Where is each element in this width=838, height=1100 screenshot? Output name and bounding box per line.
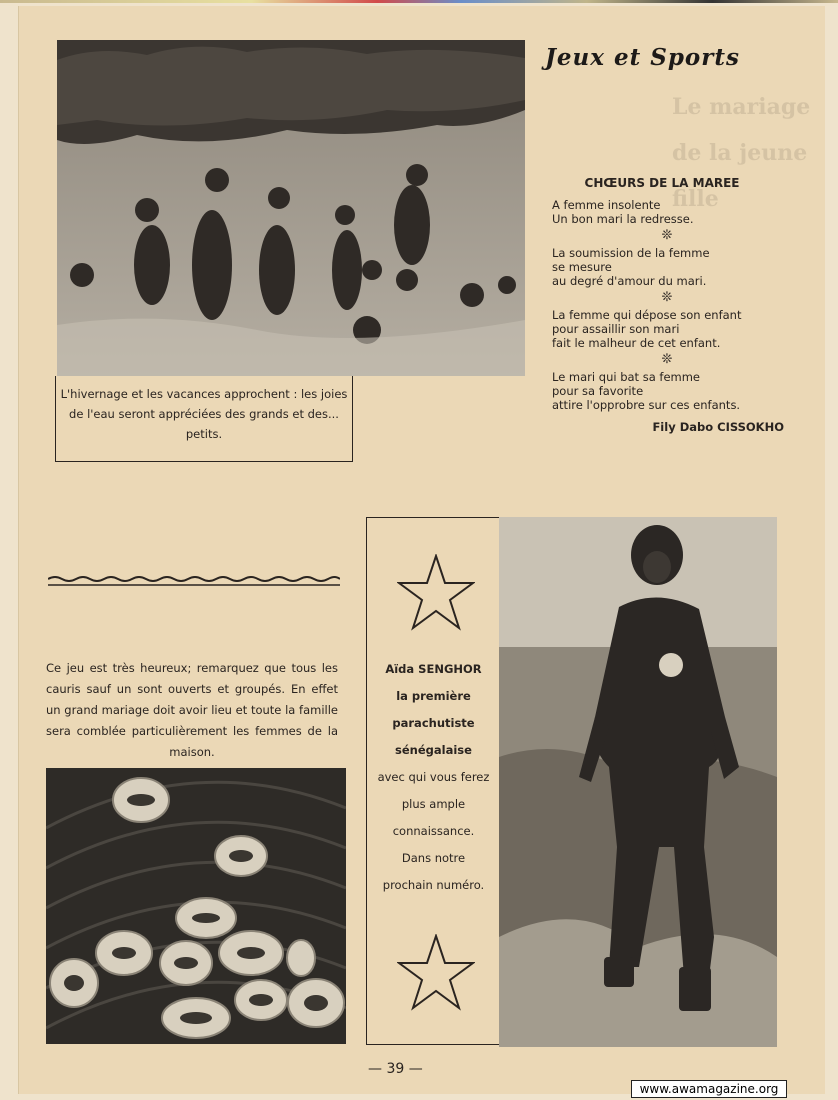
announcement-line: la première: [396, 689, 471, 703]
announcement-line: avec qui vous ferez: [377, 770, 490, 784]
announcement-text: [367, 656, 500, 899]
website-watermark[interactable]: www.awamagazine.org: [631, 1080, 787, 1098]
announcement-line: sénégalaise: [395, 743, 472, 757]
wave-divider: [48, 574, 340, 588]
star-icon: [397, 934, 475, 1012]
poem-line: fait le malheur de cet enfant.: [552, 336, 721, 350]
poem-line: La femme qui dépose son enfant: [552, 308, 742, 322]
announcement-line: connaissance.: [392, 824, 475, 838]
poem-stanza: [552, 308, 762, 350]
poem-title: CHŒURS DE LA MAREE: [584, 176, 740, 190]
page-number: — 39 —: [368, 1061, 423, 1077]
poem-line: attire l'opprobre sur ces enfants.: [552, 398, 741, 412]
flower-separator-icon: ❊: [661, 352, 673, 367]
poem: [552, 176, 784, 434]
person-name: Aïda SENGHOR: [385, 662, 482, 676]
announcement-line: plus ample: [401, 797, 466, 811]
poem-line: se mesure: [552, 260, 612, 274]
photo-cowrie-shells: [46, 768, 346, 1044]
cauris-paragraph: Ce jeu est très heureux; remarquez que tous les cauris sauf un sont ouverts et groupés. En effet un grand mariage doit avoir lieu et toute la famille sera comblée particulièrement les femmes de la maison.: [46, 661, 338, 759]
photo-children-bathing: [57, 40, 525, 376]
announcement-line: parachutiste: [392, 716, 475, 730]
poem-line: pour assaillir son mari: [552, 322, 680, 336]
poem-line: La soumission de la femme: [552, 246, 710, 260]
poem-line: pour sa favorite: [552, 384, 644, 398]
poem-line: au degré d'amour du mari.: [552, 274, 707, 288]
section-header: Jeux et Sports: [545, 44, 740, 71]
announcement-column: [366, 517, 501, 1045]
poem-line: A femme insolente: [552, 198, 661, 212]
photo-parachutist: [499, 517, 777, 1047]
caption-bathers: L'hivernage et les vacances approchent : les joies de l'eau seront appréciées des grands et des... petits.: [55, 376, 353, 462]
poem-author: Fily Dabo CISSOKHO: [652, 420, 784, 434]
star-icon: [397, 554, 475, 632]
flower-separator-icon: ❊: [661, 290, 673, 305]
show-through-heading: Le mariage de la jeune fille: [672, 94, 811, 212]
poem-stanza: [552, 246, 762, 288]
poem-line: Un bon mari la redresse.: [552, 212, 694, 226]
top-color-strip: [0, 0, 838, 3]
poem-stanza: [552, 198, 762, 226]
flower-separator-icon: ❊: [661, 228, 673, 243]
poem-line: Le mari qui bat sa femme: [552, 370, 701, 384]
poem-stanza: [552, 370, 762, 412]
announcement-line: Dans notre: [401, 851, 466, 865]
announcement-line: prochain numéro.: [382, 878, 485, 892]
